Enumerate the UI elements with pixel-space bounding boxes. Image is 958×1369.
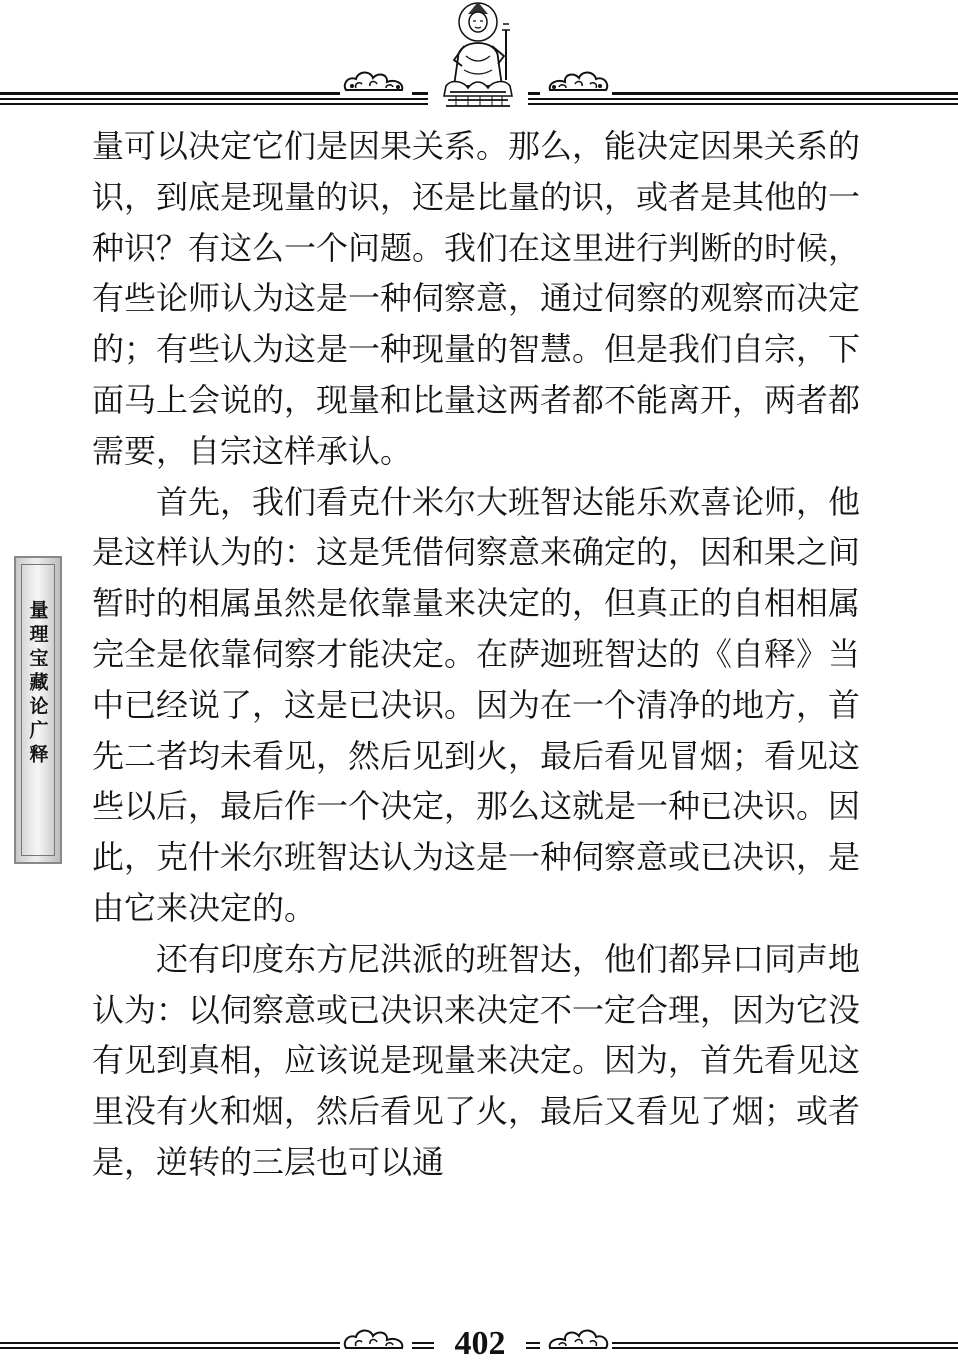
paragraph: 量可以决定它们是因果关系。那么，能决定因果关系的识，到底是现量的识，还是比量的识，或者是其他的一种识？有这么一个问题。我们在这里进行判断的时候，有些论师认为这是一种伺察意，通过伺察的观察而决定的；有些认为这是一种现量的智慧。但是我们自宗，下面马上会说的，现量和比量这两者都不能离开，两者都需要，自宗这样承认。 xyxy=(92,127,861,470)
page-body xyxy=(92,121,860,1188)
page-number: 402 xyxy=(434,1324,526,1364)
cloud-ornament-icon xyxy=(340,1324,412,1354)
page-header xyxy=(0,0,958,110)
cloud-ornament-icon xyxy=(340,66,412,96)
page-footer xyxy=(0,1318,958,1369)
paragraph: 首先，我们看克什米尔大班智达能乐欢喜论师，他是这样认为的：这是凭借伺察意来确定的，因和果之间暂时的相属虽然是依靠量来决定的，但真正的自相相属完全是依靠伺察才能决定。在萨迦班智达的《自释》当中已经说了，这是已决识。因为在一个清净的地方，首先二者均未看见，然后见到火，最后看见冒烟；看见这些以后，最后作一个决定，那么这就是一种已决识。因此，克什米尔班智达认为这是一种伺察意或已决识，是由它来决定的。 xyxy=(92,482,861,927)
cloud-ornament-icon xyxy=(540,1324,612,1354)
cloud-ornament-icon xyxy=(540,66,612,96)
book-title-label: 量理宝藏论广释 xyxy=(26,600,49,768)
book-title-tab xyxy=(14,556,62,864)
paragraph: 还有印度东方尼洪派的班智达，他们都异口同声地认为：以伺察意或已决识来决定不一定合理，因为它没有见到真相，应该说是现量来决定。因为，首先看见这里没有火和烟，然后看见了火，最后又看见了烟；或者是，逆转的三层也可以通 xyxy=(92,939,861,1181)
deity-figure-icon xyxy=(428,0,528,108)
